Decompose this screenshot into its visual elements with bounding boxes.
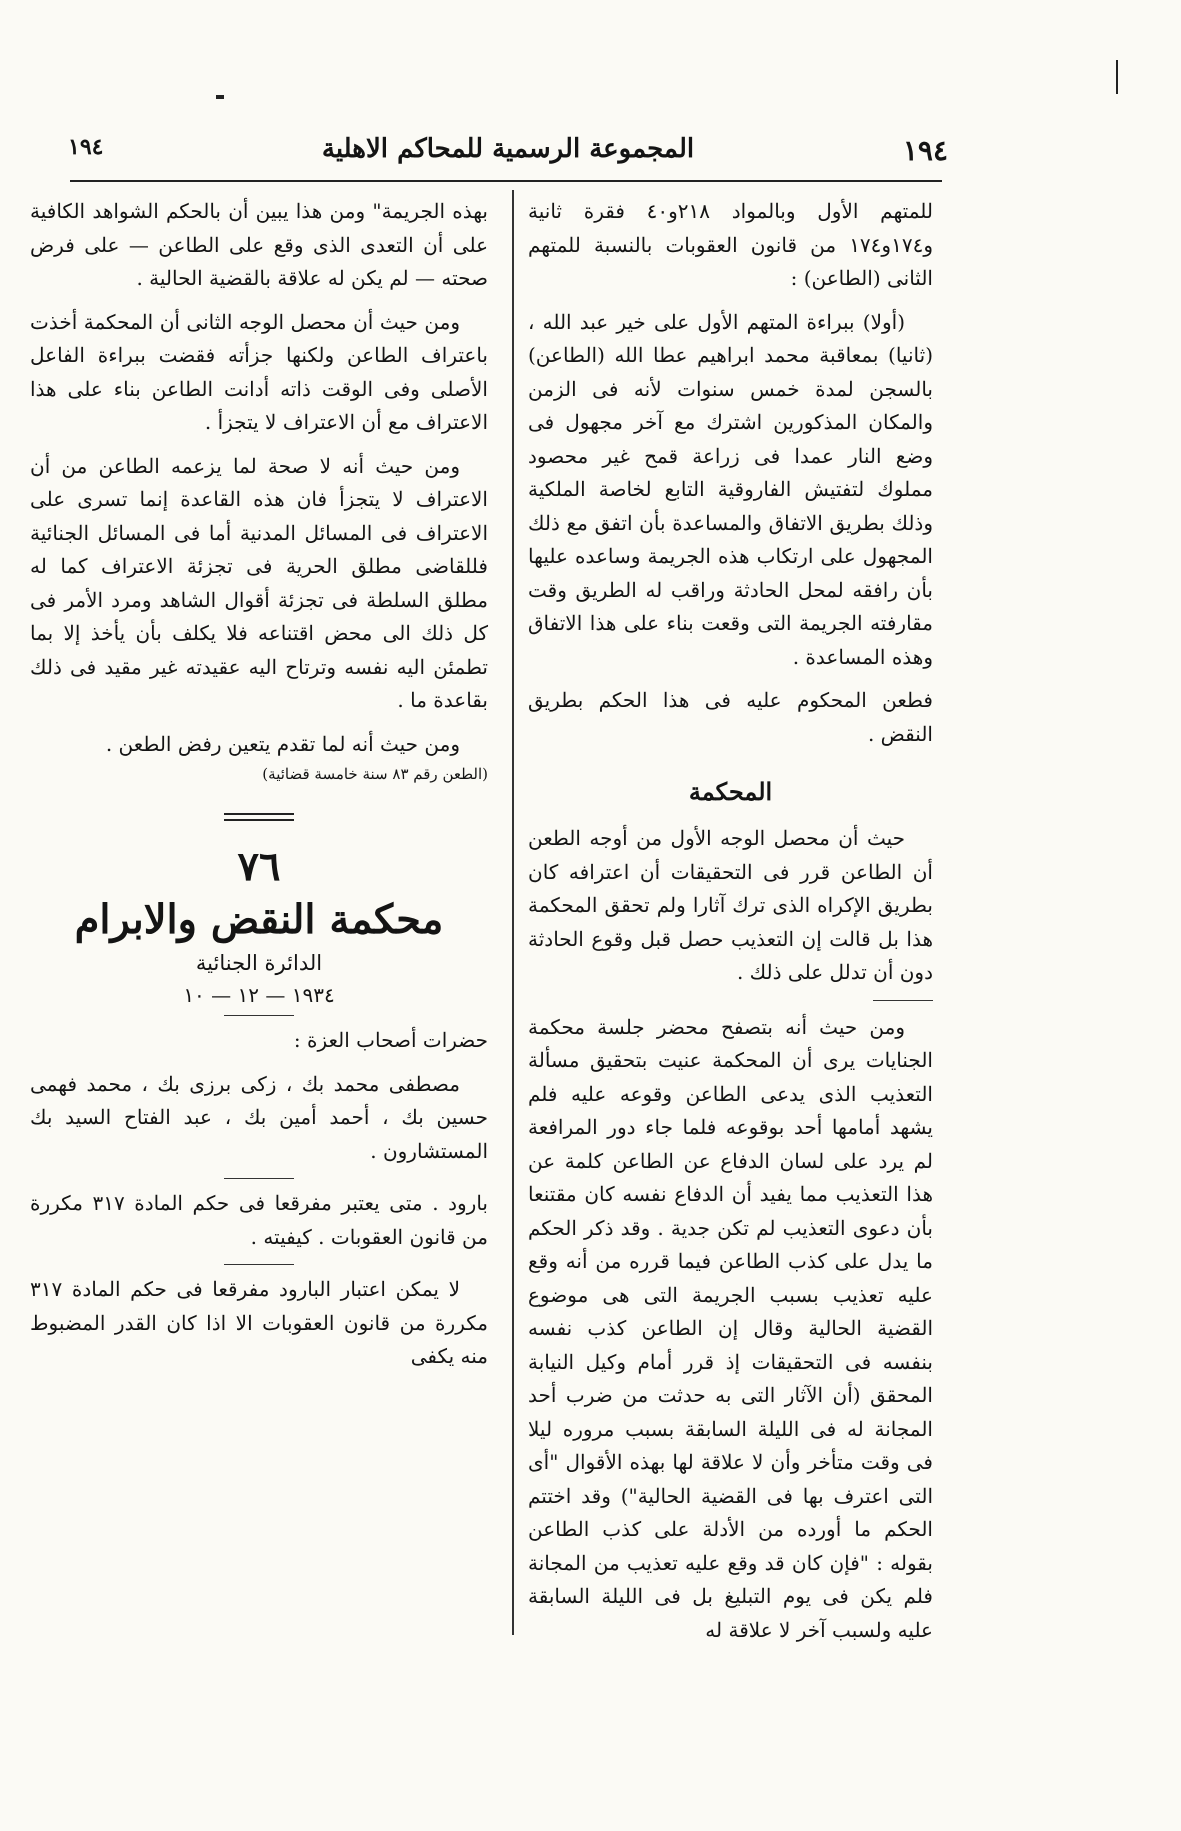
paragraph: مصطفى محمد بك ، زكى برزى بك ، محمد فهمى حسين بك ، أحمد أمين بك ، عبد الفتاح السيد بك المستشارون . (30, 1071, 488, 1163)
paragraph: ومن حيث أنه لا صحة لما يزعمه الطاعن من أن الاعتراف لا يتجزأ فان هذه القاعدة إنما تسرى على الاعتراف فى المسائل المدنية أما فى المسائل الجنائية فللقاضى مطلق الحرية فى تجزئة الاعتراف كما له مطلق السلطة فى تجزئة أقوال الشاهد ومرد الأمر فى كل ذلك الى محض اقتناعه فلا يكلف بأن يأخذ إلا بما تطمئن اليه نفسه وترتاح اليه عقيدته غير مقيد فى ذلك بقاعدة ما . (30, 453, 488, 712)
left-column (30, 195, 488, 1384)
divider (224, 1015, 294, 1016)
paragraph: ومن حيث أن محصل الوجه الثانى أن المحكمة أخذت باعتراف الطاعن ولكنها جزأته فقضت ببراءة الفاعل الأصلى وفى الوقت ذاته أدانت الطاعن بناء على هذا الاعتراف مع أن الاعتراف لا يتجزأ . (30, 309, 488, 434)
session-date: ١٩٣٤ — ١٢ — ١٠ (183, 983, 335, 1007)
page-number-right: ١٩٤ (902, 134, 948, 167)
margin-mark (1116, 60, 1118, 94)
paragraph: فطعن المحكوم عليه فى هذا الحكم بطريق النقض . (528, 688, 933, 746)
paragraph: للمتهم الأول وبالمواد ٢١٨و٤٠ فقرة ثانية و١٧٤و١٧٤ من قانون العقوبات بالنسبة للمتهم الثانى (الطاعن) : (528, 199, 933, 290)
citation: (الطعن رقم ٨٣ سنة خامسة قضائية) (262, 765, 488, 783)
page-header (68, 134, 948, 174)
paragraph: ومن حيث أنه بتصفح محضر جلسة محكمة الجنايات يرى أن المحكمة عنيت بتحقيق مسألة التعذيب الذى يدعى الطاعن وقوعه عليه فلم يشهد أمامها أحد بوقوعه فلما جاء دور المرافعة لم يرد على لسان الدفاع عن الطاعن كلمة عن هذا التعذيب مما يفيد أن الدفاع نفسه كان مقتنعا بأن دعوى التعذيب لم تكن جدية . وقد ذكر الحكم ما يدل على كذب الطاعن فيما قرره من أنه وقع عليه تعذيب بسبب الجريمة التى هى موضوع القضية الحالية وقال إن الطاعن كذب نفسه بنفسه فى التحقيقات إذ قرر أمام وكيل النيابة المحقق (أن الآثار التى به حدثت من ضرب أحد المجانة له فى الليلة السابقة بسبب مروره ليلا فى وقت متأخر وأن لا علاقة لها بهذه الأقوال "أى التى اعترف بها فى القضية الحالية") وقد اختتم الحكم ما أورده من الأدلة على كذب الطاعن بقوله : "فإن كان قد وقع عليه تعذيب من المجانة فلم يكن فى يوم التبليغ بل فى الليلة السابقة عليه ولسبب آخر لا علاقة له (528, 1014, 933, 1642)
paragraph: لا يمكن اعتبار البارود مفرقعا فى حكم المادة ٣١٧ مكررة من قانون العقوبات الا اذا كان القدر المضبوط منه يكفى (30, 1277, 488, 1368)
summary-note: بارود . متى يعتبر مفرقعا فى حكم المادة ٣١٧ مكررة من قانون العقوبات . كيفيته . (30, 1191, 488, 1249)
divider (873, 1000, 933, 1001)
divider (224, 1178, 294, 1179)
double-rule (224, 813, 294, 821)
court-name: محكمة النقض والابرام (74, 896, 444, 943)
paragraph: بهذه الجريمة" ومن هذا يبين أن بالحكم الشواهد الكافية على أن التعدى الذى وقع على الطاعن — على فرض صحته — لم يكن له علاقة بالقضية الحالية . (30, 199, 488, 290)
page-number-left: ١٩٤ (68, 134, 104, 160)
paragraph: حضرات أصحاب العزة : (293, 1028, 488, 1052)
section-heading: المحكمة (688, 777, 773, 806)
column-divider (512, 190, 514, 1635)
case-number: ٧٦ (237, 843, 281, 890)
paragraph: حيث أن محصل الوجه الأول من أوجه الطعن أن الطاعن قرر فى التحقيقات أن اعترافه كان بطريق الإكراه الذى ترك آثارا ولم تحقق المحكمة هذا بل قالت إن التعذيب حصل قبل وقوع الحادثة دون أن تدلل على ذلك . (528, 826, 933, 984)
speck (216, 95, 224, 99)
running-title: المجموعة الرسمية للمحاكم الاهلية (321, 134, 695, 164)
divider (224, 1264, 294, 1265)
right-column (528, 195, 933, 1657)
header-rule (70, 180, 942, 182)
paragraph: (أولا) ببراءة المتهم الأول على خير عبد الله ، (ثانيا) بمعاقبة محمد ابراهيم عطا الله (الطاعن) بالسجن لمدة خمس سنوات لأنه فى الزمن والمكان المذكورين اشترك مع آخر مجهول فى وضع النار عمدا فى زراعة قمح غير محصود مملوك لتفتيش الفاروقية التابع لخاصة الملكية وذلك بطريق الاتفاق والمساعدة بأن اتفق مع ذلك المجهول على ارتكاب هذه الجريمة وساعده عليها بأن رافقه لمحل الحادثة وراقب له الطريق وقت مقارفته الجريمة التى وقعت بناء على هذا الاتفاق وهذه المساعدة . (528, 309, 933, 669)
paragraph: ومن حيث أنه لما تقدم يتعين رفض الطعن . (105, 731, 460, 756)
circuit-name: الدائرة الجنائية (195, 951, 323, 975)
